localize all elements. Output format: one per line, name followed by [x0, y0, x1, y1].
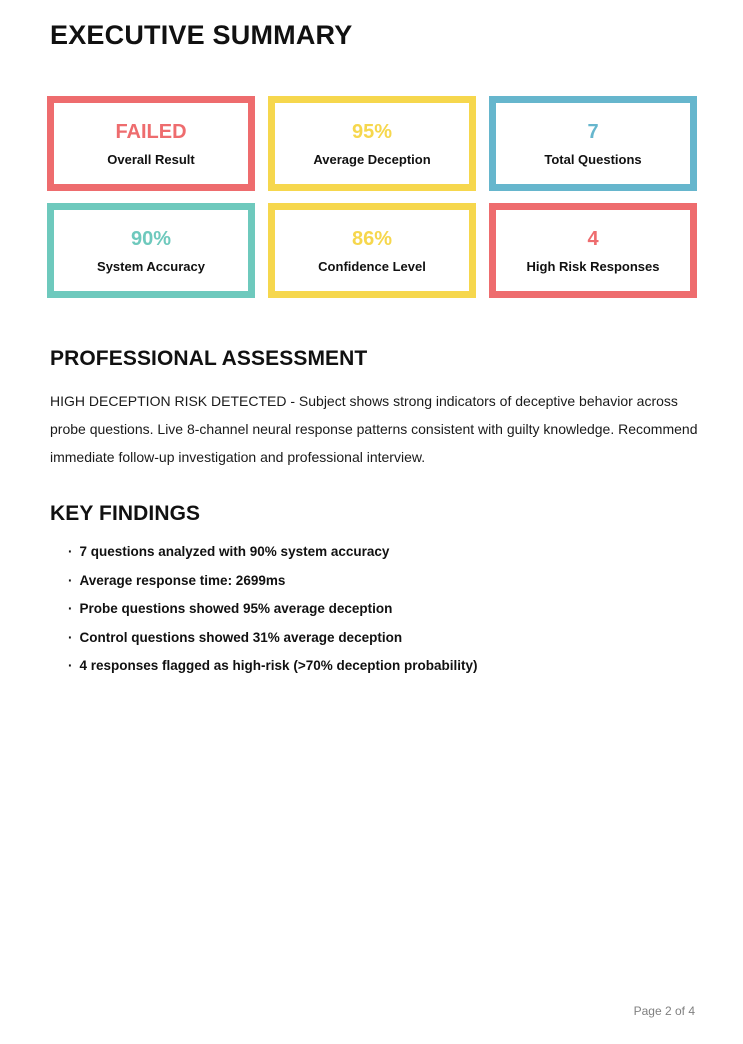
finding-item: · 7 questions analyzed with 90% system accuracy: [68, 538, 697, 567]
finding-item: · Average response time: 2699ms: [68, 567, 697, 596]
stat-value: 7: [587, 120, 599, 143]
stat-label: Confidence Level: [318, 258, 426, 274]
stat-value: 4: [587, 227, 599, 250]
stat-value: FAILED: [115, 120, 187, 143]
page-number: Page 2 of 4: [633, 1004, 695, 1018]
stat-card-overall-result: [47, 96, 255, 191]
findings-heading: KEY FINDINGS: [50, 502, 201, 525]
stat-card-high-risk-responses: [489, 203, 697, 298]
professional-assessment-section: [50, 347, 697, 471]
key-findings-section: [50, 502, 697, 681]
findings-list: [50, 538, 697, 681]
stat-label: System Accuracy: [97, 258, 205, 274]
stat-card-system-accuracy: [47, 203, 255, 298]
assessment-heading: PROFESSIONAL ASSESSMENT: [50, 347, 368, 370]
page-title: EXECUTIVE SUMMARY: [50, 20, 353, 50]
stat-value: 86%: [351, 227, 393, 250]
stat-value: 90%: [130, 227, 172, 250]
finding-item: · Probe questions showed 95% average deception: [68, 595, 697, 624]
finding-item: · 4 responses flagged as high-risk (>70% deception probability): [68, 652, 697, 681]
stat-label: High Risk Responses: [526, 258, 660, 274]
finding-item: · Control questions showed 31% average deception: [68, 624, 697, 653]
stat-label: Overall Result: [107, 151, 195, 167]
summary-stats-grid: [47, 96, 697, 298]
stat-card-average-deception: [268, 96, 476, 191]
stat-card-total-questions: [489, 96, 697, 191]
stat-label: Total Questions: [544, 151, 642, 167]
stat-label: Average Deception: [313, 151, 431, 167]
assessment-body-text: HIGH DECEPTION RISK DETECTED - Subject shows strong indicators of deceptive behavior across probe questions. Live 8-channel neural response patterns consistent with guilty knowledge. Recommend immediate follow-up investigation and professional interview.: [50, 393, 698, 465]
stat-card-confidence-level: [268, 203, 476, 298]
stat-value: 95%: [351, 120, 393, 143]
